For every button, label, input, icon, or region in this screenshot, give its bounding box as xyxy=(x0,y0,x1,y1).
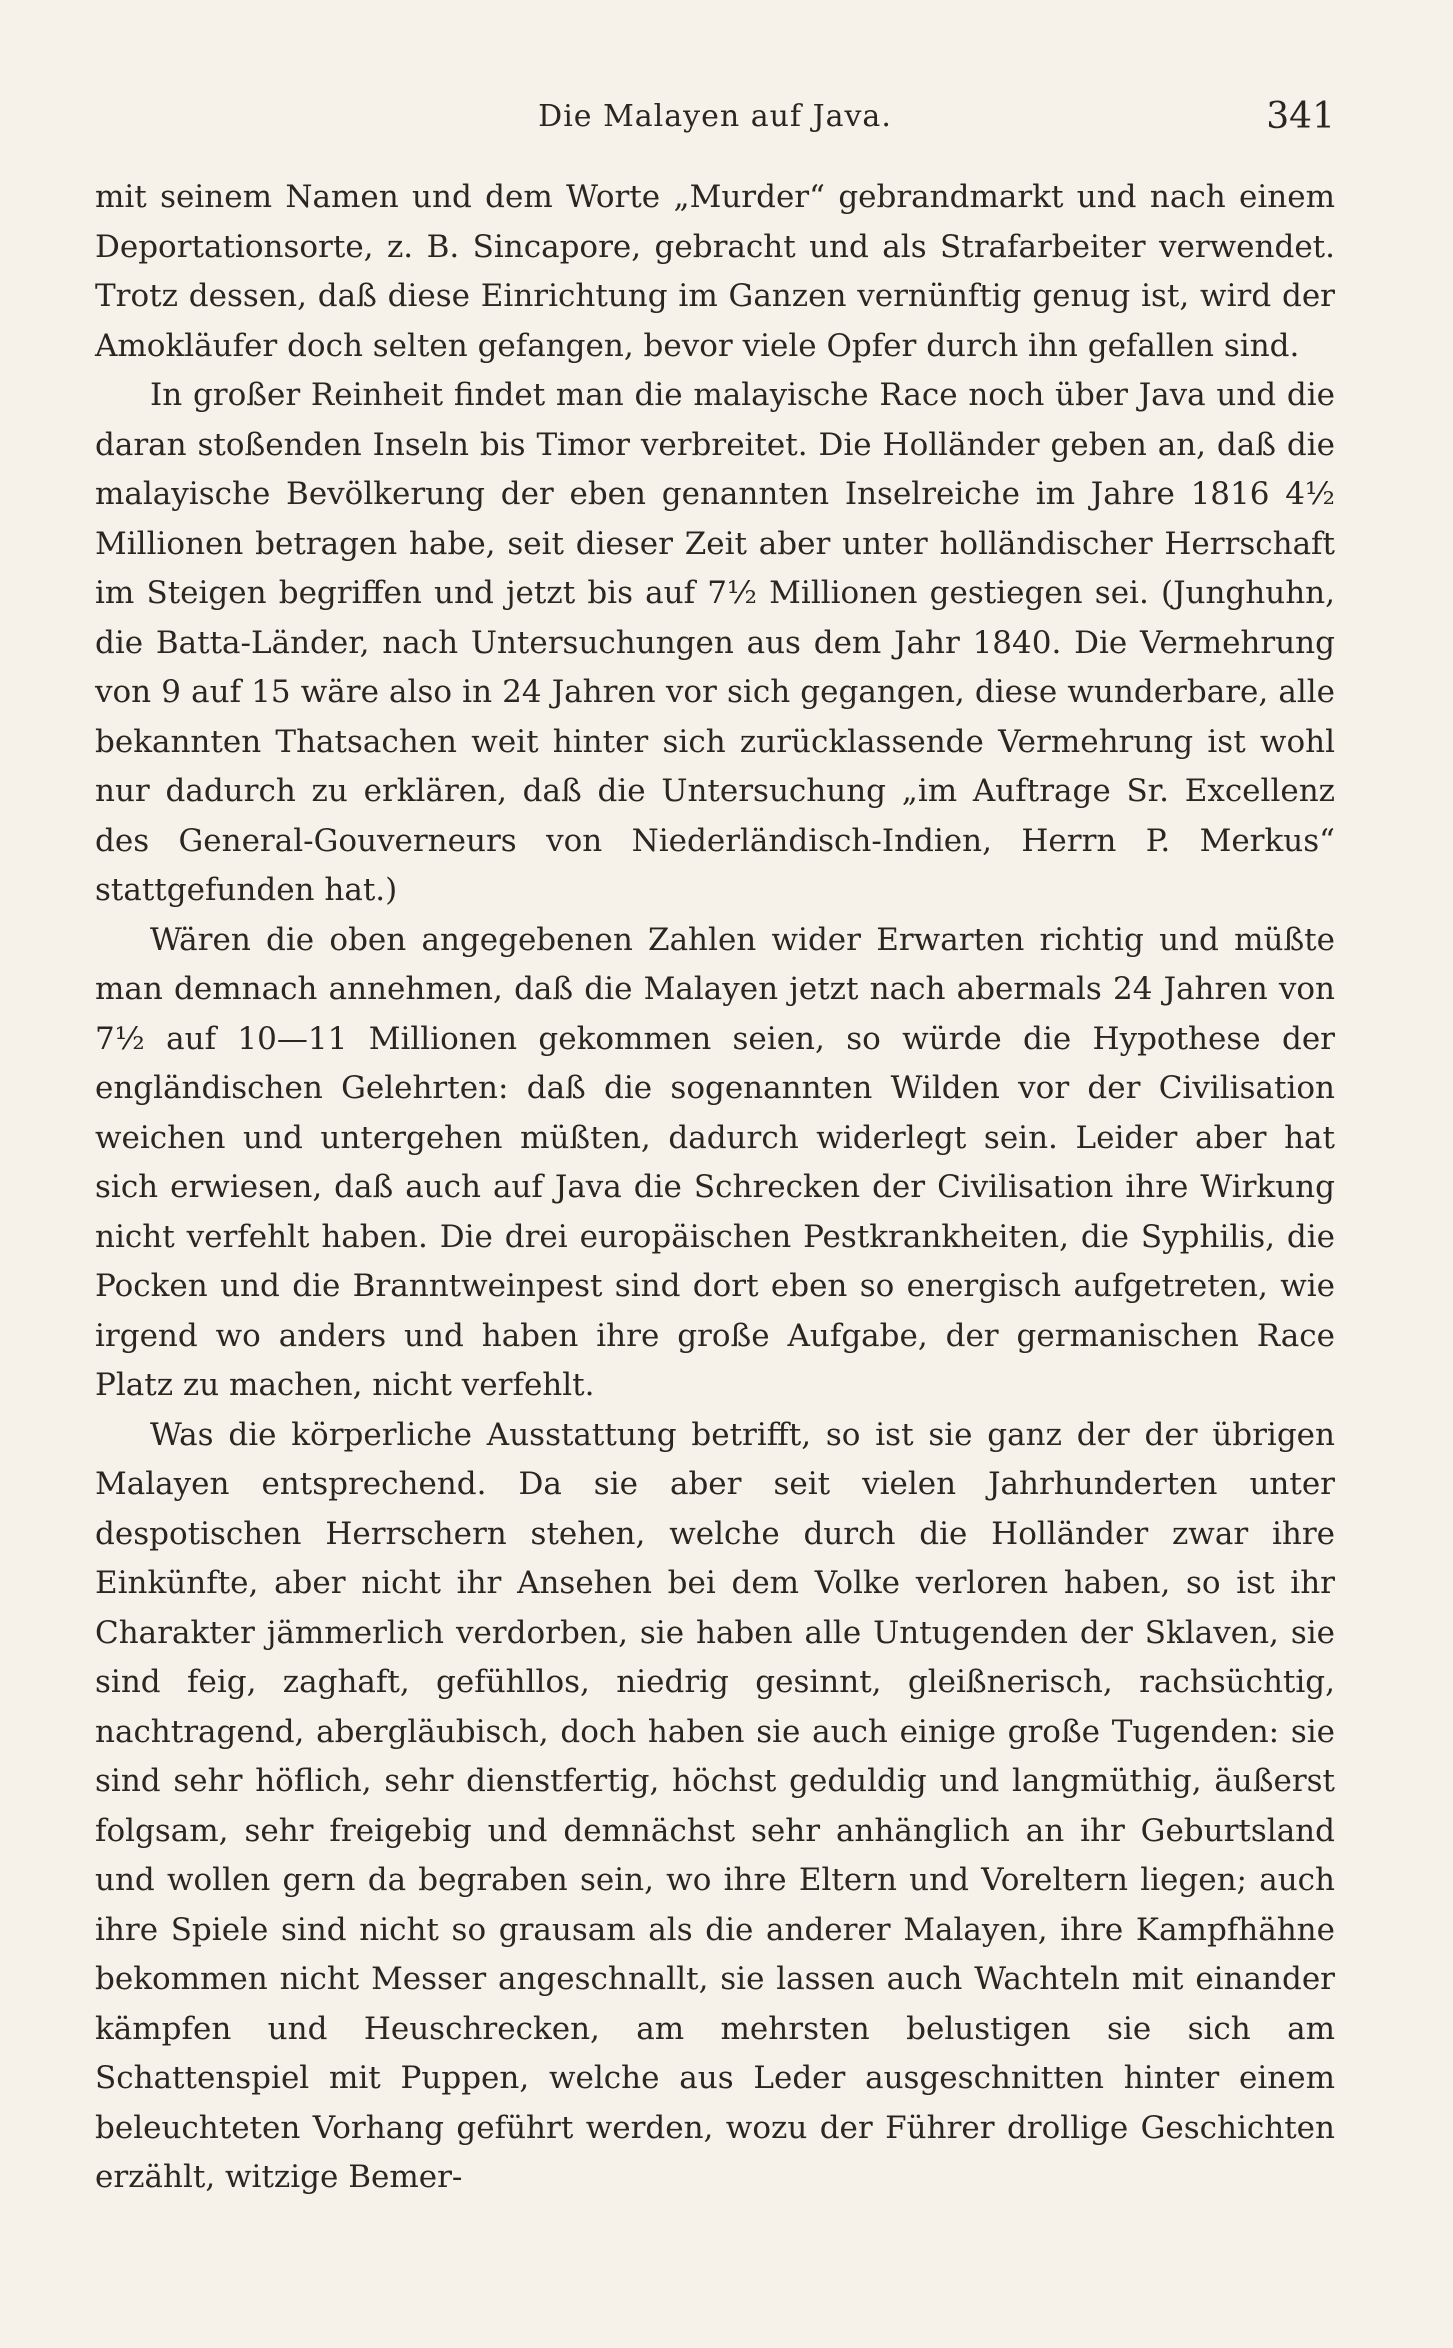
paragraph: In großer Reinheit findet man die malayische Race noch über Java und die daran stoßenden Inseln bis Timor verbreitet. Die Holländer geben an, daß die malayische Bevölkerung der eben genannten Inselreiche im Jahre 1816 4½ Millionen betragen habe, seit dieser Zeit aber unter holländischer Herrschaft im Steigen begriffen und jetzt bis auf 7½ Millionen gestiegen sei. (Junghuhn, die Batta-Länder, nach Untersuchungen aus dem Jahr 1840. Die Vermehrung von 9 auf 15 wäre also in 24 Jahren vor sich gegangen, diese wunderbare, alle bekannten Thatsachen weit hinter sich zurücklassende Vermehrung ist wohl nur dadurch zu erklären, daß die Untersuchung „im Auftrage Sr. Excellenz des General-Gouverneurs von Niederländisch-Indien, Herrn P. Merkus“ stattgefunden hat.) xyxy=(95,377,1335,908)
paragraph: Was die körperliche Ausstattung betrifft, so ist sie ganz der der übrigen Malayen entsprechend. Da sie aber seit vielen Jahrhunderten unter despotischen Herrschern stehen, welche durch die Holländer zwar ihre Einkünfte, aber nicht ihr Ansehen bei dem Volke verloren haben, so ist ihr Charakter jämmerlich verdorben, sie haben alle Untugenden der Sklaven, sie sind feig, zaghaft, gefühllos, niedrig gesinnt, gleißnerisch, rachsüchtig, nachtragend, abergläubisch, doch haben sie auch einige große Tugenden: sie sind sehr höflich, sehr dienstfertig, höchst geduldig und langmüthig, äußerst folgsam, sehr freigebig und demnächst sehr anhänglich an ihr Geburtsland und wollen gern da begraben sein, wo ihre Eltern und Voreltern liegen; auch ihre Spiele sind nicht so grausam als die anderer Malayen, ihre Kampfhähne bekommen nicht Messer angeschnallt, sie lassen auch Wachteln mit einander kämpfen und Heuschrecken, am mehrsten belustigen sie sich am Schattenspiel mit Puppen, welche aus Leder ausgeschnitten hinter einem beleuchteten Vorhang geführt werden, wozu der Führer drollige Geschichten erzählt, witzige Bemer- xyxy=(95,1416,1335,2195)
body-text xyxy=(95,173,1335,2203)
paragraph: mit seinem Namen und dem Worte „Murder“ gebrandmarkt und nach einem Deportationsorte, z. B. Sincapore, gebracht und als Strafarbeiter verwendet. Trotz dessen, daß diese Einrichtung im Ganzen vernünftig genug ist, wird der Amokläufer doch selten gefangen, bevor viele Opfer durch ihn gefallen sind. xyxy=(95,179,1335,364)
running-title: Die Malayen auf Java. xyxy=(538,99,892,134)
page-number: 341 xyxy=(1266,96,1335,137)
paragraph: Wären die oben angegebenen Zahlen wider Erwarten richtig und müßte man demnach annehmen, daß die Malayen jetzt nach abermals 24 Jahren von 7½ auf 10—11 Millionen gekommen seien, so würde die Hypothese der engländischen Gelehrten: daß die sogenannten Wilden vor der Civilisation weichen und untergehen müßten, dadurch widerlegt sein. Leider aber hat sich erwiesen, daß auch auf Java die Schrecken der Civilisation ihre Wirkung nicht verfehlt haben. Die drei europäischen Pestkrankheiten, die Syphilis, die Pocken und die Branntweinpest sind dort eben so energisch aufgetreten, wie irgend wo anders und haben ihre große Aufgabe, der germanischen Race Platz zu machen, nicht verfehlt. xyxy=(95,921,1335,1403)
page-header xyxy=(95,92,1335,142)
